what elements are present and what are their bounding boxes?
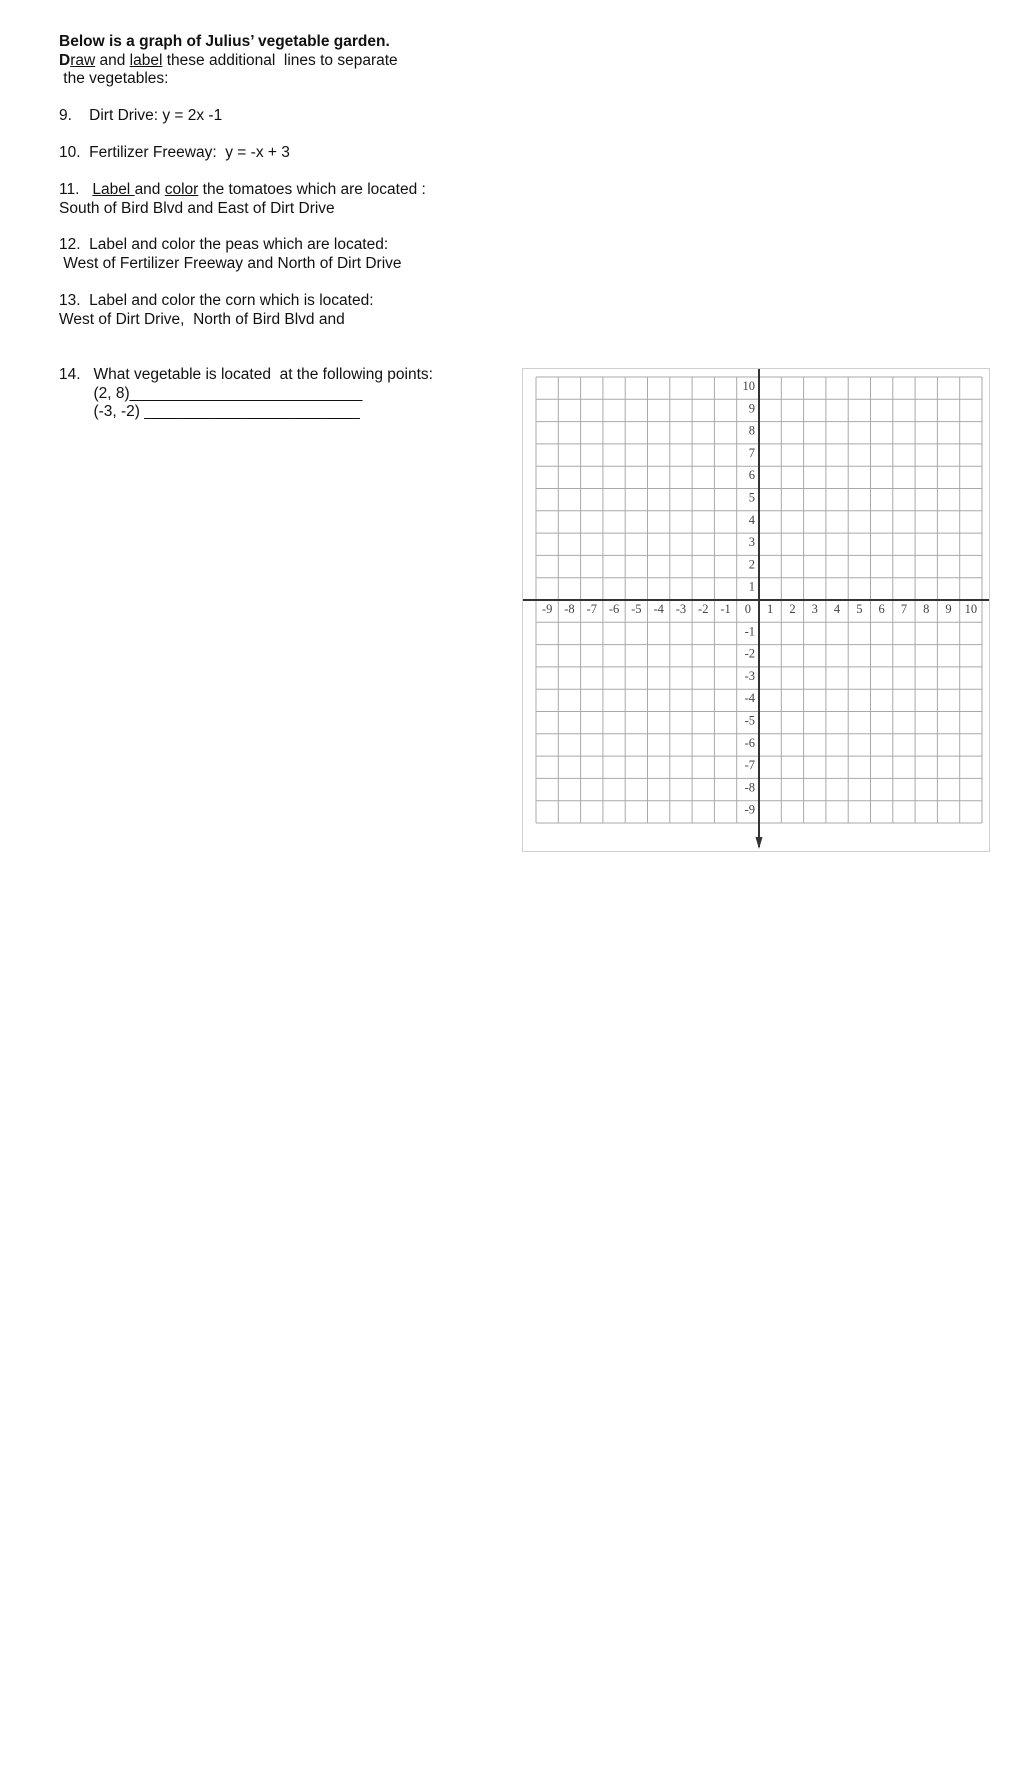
- coordinate-grid: [523, 369, 989, 851]
- y-tick-label: 8: [748, 423, 755, 438]
- y-tick-label: -4: [744, 691, 755, 706]
- y-tick-label: -9: [744, 802, 755, 817]
- x-tick-label: 0: [744, 602, 751, 616]
- x-tick-label: -4: [653, 602, 664, 616]
- x-tick-label: 2: [789, 602, 796, 616]
- y-tick-label: 5: [748, 490, 755, 505]
- x-tick-label: -5: [631, 602, 642, 616]
- x-tick-label: 4: [833, 602, 841, 616]
- y-tick-label: 7: [748, 445, 755, 460]
- intro-instruction-cont: the vegetables:: [59, 70, 169, 87]
- x-tick-label: 10: [964, 602, 978, 616]
- x-tick-label: 3: [811, 602, 818, 616]
- y-tick-label: -8: [744, 780, 755, 795]
- y-tick-label: -6: [744, 735, 755, 750]
- y-tick-label: 4: [748, 512, 755, 527]
- y-tick-label: -5: [744, 713, 755, 728]
- question-10: 10. Fertilizer Freeway: y = -x + 3: [59, 144, 290, 161]
- y-tick-label: -1: [744, 624, 755, 639]
- question-9: 9. Dirt Drive: y = 2x -1: [59, 107, 223, 124]
- y-tick-label: 10: [742, 379, 755, 393]
- y-tick-label: 3: [748, 535, 755, 550]
- y-axis-arrow-down: [756, 837, 763, 849]
- x-tick-label: -9: [541, 602, 553, 616]
- y-tick-label: 6: [748, 468, 755, 483]
- y-tick-label: 9: [748, 401, 755, 416]
- x-tick-label: 6: [878, 602, 885, 616]
- question-13: 13. Label and color the corn which is located: West of Dirt Drive, North of Bird Blvd and: [59, 292, 374, 328]
- intro-heading: Below is a graph of Julius’ vegetable garden.: [59, 33, 390, 50]
- question-11: 11. Label and color the tomatoes which are located : South of Bird Blvd and East of Dirt Drive: [59, 181, 426, 217]
- x-tick-label: -2: [698, 602, 709, 616]
- x-tick-label: 1: [767, 602, 774, 616]
- y-tick-label: 1: [748, 579, 755, 594]
- x-tick-label: -6: [608, 602, 620, 616]
- x-tick-label: -1: [720, 602, 731, 616]
- coordinate-grid-frame: [522, 368, 990, 852]
- y-tick-label: -3: [744, 668, 755, 683]
- question-12: 12. Label and color the peas which are located: West of Fertilizer Freeway and North of Dirt Drive: [59, 236, 402, 272]
- question-14: 14. What vegetable is located at the following points: (2, 8)___________________________ (-3, -2) _________________________: [59, 366, 433, 420]
- x-tick-label: 5: [856, 602, 863, 616]
- y-tick-label: -2: [744, 646, 755, 661]
- intro-text: [59, 33, 398, 89]
- x-tick-label: -3: [675, 602, 687, 616]
- x-tick-label: -8: [564, 602, 575, 616]
- y-tick-label: 2: [748, 557, 755, 572]
- x-tick-label: -7: [586, 602, 597, 616]
- y-tick-label: -7: [744, 758, 755, 773]
- x-tick-label: 9: [945, 602, 952, 616]
- intro-instruction: Draw and label these additional lines to separate: [59, 51, 398, 69]
- x-tick-label: 7: [900, 602, 908, 616]
- x-tick-label: 8: [923, 602, 930, 616]
